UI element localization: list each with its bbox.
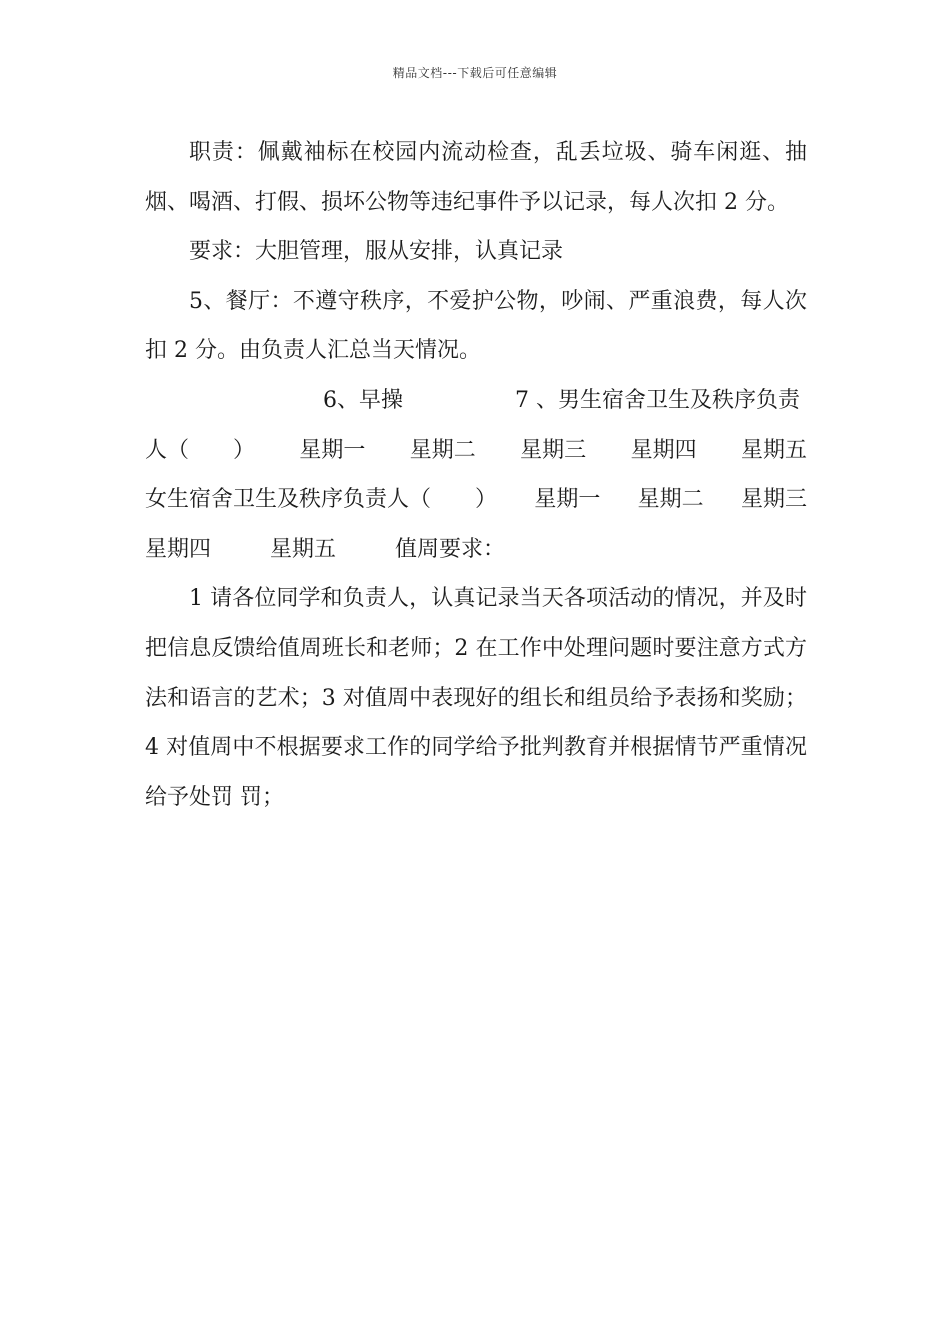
boys-weekday: 星期五 bbox=[740, 437, 807, 463]
boys-dorm-label: 7 、男生宿舍卫生及秩序负责 bbox=[515, 387, 800, 413]
dorm-heading-row bbox=[145, 376, 807, 426]
boys-dorm-person: 人（ ） bbox=[145, 437, 256, 463]
duty-requirement-label: 值周要求： bbox=[395, 536, 506, 562]
boys-dorm-row bbox=[145, 426, 807, 476]
girls-weekday: 星期五 bbox=[270, 536, 337, 562]
page-header: 精品文档---下载后可任意编辑 bbox=[392, 66, 558, 80]
girls-weekday: 星期三 bbox=[740, 487, 807, 513]
document-body bbox=[145, 128, 807, 822]
duty-requirements-paragraph: 1 请各位同学和负责人，认真记录当天各项活动的情况，并及时把信息反馈给值周班长和老师；2 在工作中处理问题时要注意方式方法和语言的艺术；3 对值周中表现好的组长和组员给予表扬和奖励；4 对值周中不根据要求工作的同学给予批判教育并根据情节严重情况给予处罚 罚； bbox=[145, 586, 807, 810]
requirement-paragraph: 要求：大胆管理，服从安排，认真记录 bbox=[189, 239, 564, 265]
weekday-tail-row bbox=[145, 525, 807, 575]
girls-dorm-row bbox=[145, 475, 807, 525]
girls-dorm-person: 女生宿舍卫生及秩序负责人（ ） bbox=[145, 487, 498, 513]
duty-paragraph: 职责：佩戴袖标在校园内流动检查，乱丢垃圾、骑车闲逛、抽烟、喝酒、打假、损坏公物等违纪事件予以记录，每人次扣 2 分。 bbox=[145, 140, 807, 215]
boys-weekday: 星期三 bbox=[520, 437, 587, 463]
girls-weekday: 星期一 bbox=[534, 487, 601, 513]
boys-weekday: 星期二 bbox=[409, 437, 476, 463]
girls-weekday: 星期二 bbox=[637, 487, 704, 513]
boys-weekday: 星期一 bbox=[299, 437, 366, 463]
morning-exercise-label: 6、早操 bbox=[323, 387, 403, 413]
boys-weekday: 星期四 bbox=[630, 437, 697, 463]
canteen-paragraph: 5、餐厅：不遵守秩序，不爱护公物，吵闹、严重浪费，每人次扣 2 分。由负责人汇总当天情况。 bbox=[145, 288, 807, 364]
girls-weekday: 星期四 bbox=[145, 536, 212, 562]
